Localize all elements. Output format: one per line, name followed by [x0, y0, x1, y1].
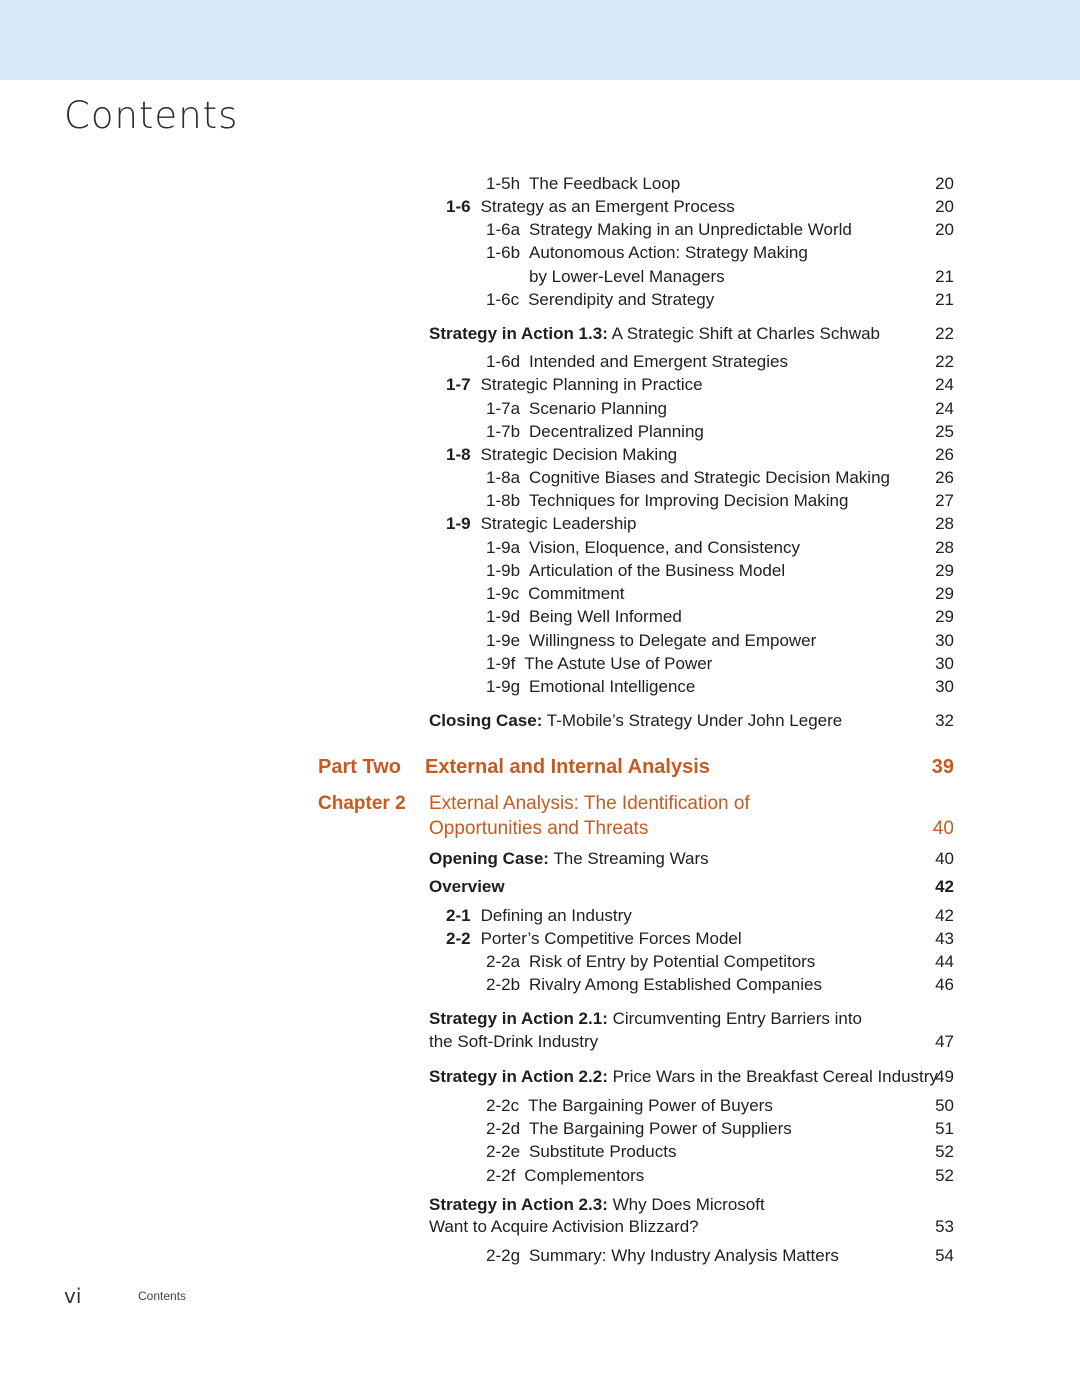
toc-entry	[0, 1094, 1080, 1118]
header-band	[0, 0, 1080, 80]
page-number: 24	[935, 399, 954, 418]
section-code: 1-6c	[486, 290, 520, 309]
feature-label: Strategy in Action 2.3:	[429, 1195, 608, 1214]
toc-overview-entry	[0, 875, 1080, 899]
toc-entry	[0, 195, 1080, 219]
toc-entry	[0, 241, 1080, 265]
toc-feature-continuation	[0, 1215, 1080, 1239]
page-number: 53	[935, 1217, 954, 1236]
section-code: 1-9c	[486, 584, 520, 603]
section-code: 1-5h	[486, 174, 521, 193]
entry-title: Strategy as an Emergent Process	[480, 197, 735, 216]
page-number: 30	[935, 677, 954, 696]
section-code: 2-2c	[486, 1096, 520, 1115]
section-code: 2-2d	[486, 1119, 521, 1138]
toc-feature-entry	[0, 847, 1080, 871]
part-title: External and Internal Analysis	[425, 756, 710, 778]
entry-title: Vision, Eloquence, and Consistency	[529, 538, 800, 557]
page-number: 47	[935, 1032, 954, 1051]
toc-entry	[0, 288, 1080, 312]
feature-label: Strategy in Action 2.2:	[429, 1067, 608, 1086]
entry-title: Circumventing Entry Barriers into	[612, 1009, 863, 1028]
section-code: 1-9a	[486, 538, 521, 557]
section-code: 1-8a	[486, 468, 521, 487]
page-number: 42	[935, 906, 954, 925]
page-number: 29	[935, 607, 954, 626]
feature-label: Strategy in Action 1.3:	[429, 324, 608, 343]
entry-title: Strategic Planning in Practice	[480, 375, 703, 394]
page-number: 51	[935, 1119, 954, 1138]
toc-entry	[0, 1164, 1080, 1188]
chapter-label: Chapter 2	[318, 793, 406, 814]
entry-title: The Feedback Loop	[529, 174, 681, 193]
entry-title: Serendipity and Strategy	[528, 290, 715, 309]
entry-title: Willingness to Delegate and Empower	[529, 631, 817, 650]
page-number: 21	[935, 290, 954, 309]
entry-title: Porter’s Competitive Forces Model	[480, 929, 742, 948]
toc-feature-entry	[0, 322, 1080, 346]
toc-entry-continuation	[0, 265, 1080, 289]
entry-title: Emotional Intelligence	[529, 677, 696, 696]
section-code: 2-2a	[486, 952, 521, 971]
section-code: 2-2e	[486, 1142, 521, 1161]
feature-label: Strategy in Action 2.1:	[429, 1009, 608, 1028]
entry-title: by Lower-Level Managers	[529, 267, 725, 286]
page-number: 27	[935, 491, 954, 510]
toc-entry	[0, 536, 1080, 560]
section-number: 2-1	[446, 906, 471, 925]
entry-title: Autonomous Action: Strategy Making	[529, 243, 808, 262]
toc-entry	[0, 466, 1080, 490]
running-head: Contents	[138, 1289, 187, 1303]
entry-title: Decentralized Planning	[529, 422, 704, 441]
toc-entry	[0, 629, 1080, 653]
feature-label: Closing Case:	[429, 711, 543, 730]
page-number: 28	[935, 514, 954, 533]
entry-title: Cognitive Biases and Strategic Decision Making	[529, 468, 890, 487]
toc-entry	[0, 582, 1080, 606]
entry-title: Price Wars in the Breakfast Cereal Industry	[612, 1067, 938, 1086]
page-number: 49	[935, 1067, 954, 1086]
section-code: 1-7a	[486, 399, 521, 418]
entry-title: The Astute Use of Power	[524, 654, 713, 673]
section-number: 1-7	[446, 375, 471, 394]
page-number: 52	[935, 1142, 954, 1161]
entry-title: Rivalry Among Established Companies	[529, 975, 822, 994]
entry-title: Scenario Planning	[529, 399, 668, 418]
entry-title: The Bargaining Power of Buyers	[528, 1096, 773, 1115]
chapter-title: External Analysis: The Identification of	[429, 793, 750, 814]
page-number: 50	[935, 1096, 954, 1115]
toc-feature-entry	[0, 1065, 1080, 1089]
section-number: 1-8	[446, 445, 471, 464]
toc-entry	[0, 1140, 1080, 1164]
toc-entry	[0, 927, 1080, 951]
entry-title: Intended and Emergent Strategies	[529, 352, 788, 371]
page-number: 30	[935, 654, 954, 673]
entry-title: Risk of Entry by Potential Competitors	[529, 952, 816, 971]
toc-entry	[0, 489, 1080, 513]
entry-title: T-Mobile’s Strategy Under John Legere	[546, 711, 843, 730]
toc-feature-entry	[0, 1193, 1080, 1217]
page-number: 24	[935, 375, 954, 394]
page-number: 43	[935, 929, 954, 948]
section-code: 1-6a	[486, 220, 521, 239]
toc-entry	[0, 172, 1080, 196]
section-code: 1-9e	[486, 631, 521, 650]
page-number: 32	[935, 711, 954, 730]
page-number: 30	[935, 631, 954, 650]
toc-entry	[0, 1117, 1080, 1141]
toc-entry	[0, 559, 1080, 583]
page-number: 20	[935, 197, 954, 216]
section-code: 2-2g	[486, 1246, 521, 1265]
page-number: 46	[935, 975, 954, 994]
section-number: 1-6	[446, 197, 471, 216]
toc-entry	[0, 675, 1080, 699]
part-heading	[0, 753, 1080, 781]
section-code: 1-9b	[486, 561, 521, 580]
entry-title: Strategy Making in an Unpredictable World	[529, 220, 852, 239]
entry-title: Complementors	[524, 1166, 645, 1185]
section-code: 1-9d	[486, 607, 521, 626]
section-code: 1-7b	[486, 422, 521, 441]
section-number: 2-2	[446, 929, 471, 948]
toc-entry	[0, 1244, 1080, 1268]
toc-entry	[0, 512, 1080, 536]
entry-title: Defining an Industry	[480, 906, 632, 925]
section-code: 1-9g	[486, 677, 521, 696]
toc-entry	[0, 397, 1080, 421]
toc-entry	[0, 218, 1080, 242]
toc-feature-entry	[0, 709, 1080, 733]
toc-entry	[0, 950, 1080, 974]
page-number: 29	[935, 561, 954, 580]
toc-entry	[0, 605, 1080, 629]
page-number: 26	[935, 468, 954, 487]
entry-title: The Streaming Wars	[553, 849, 709, 868]
chapter-heading-continuation	[0, 816, 1080, 841]
toc-feature-continuation	[0, 1030, 1080, 1054]
page-number: 44	[935, 952, 954, 971]
chapter-heading	[0, 791, 1080, 816]
page-number: 39	[931, 756, 954, 778]
entry-title: A Strategic Shift at Charles Schwab	[611, 324, 881, 343]
entry-title: the Soft-Drink Industry	[429, 1032, 599, 1051]
entry-title: Why Does Microsoft	[612, 1195, 765, 1214]
toc-entry	[0, 904, 1080, 928]
page-number: 54	[935, 1246, 954, 1265]
page-folio: vi	[64, 1284, 82, 1308]
toc-entry	[0, 652, 1080, 676]
entry-title: Substitute Products	[529, 1142, 677, 1161]
page-number: 25	[935, 422, 954, 441]
feature-label: Overview	[429, 877, 505, 896]
toc-feature-entry	[0, 1007, 1080, 1031]
page-number: 52	[935, 1166, 954, 1185]
page-number: 29	[935, 584, 954, 603]
page-title: Contents	[64, 94, 239, 137]
section-code: 1-8b	[486, 491, 521, 510]
section-number: 1-9	[446, 514, 471, 533]
entry-title: Summary: Why Industry Analysis Matters	[529, 1246, 839, 1265]
page-number: 20	[935, 174, 954, 193]
page-number: 28	[935, 538, 954, 557]
toc-entry	[0, 973, 1080, 997]
page-number: 20	[935, 220, 954, 239]
section-code: 1-6b	[486, 243, 521, 262]
toc-entry	[0, 420, 1080, 444]
entry-title: Strategic Leadership	[480, 514, 637, 533]
page-number: 22	[935, 352, 954, 371]
section-code: 2-2f	[486, 1166, 516, 1185]
entry-title: Techniques for Improving Decision Making	[529, 491, 849, 510]
feature-label: Opening Case:	[429, 849, 549, 868]
page-number: 42	[935, 877, 954, 896]
page-number: 26	[935, 445, 954, 464]
entry-title: Commitment	[528, 584, 625, 603]
page-number: 40	[935, 849, 954, 868]
entry-title: The Bargaining Power of Suppliers	[529, 1119, 792, 1138]
page-number: 40	[932, 818, 954, 839]
page-number: 21	[935, 267, 954, 286]
entry-title: Articulation of the Business Model	[529, 561, 786, 580]
chapter-title: Opportunities and Threats	[429, 818, 649, 839]
part-label: Part Two	[318, 756, 401, 778]
toc-entry	[0, 443, 1080, 467]
entry-title: Strategic Decision Making	[480, 445, 678, 464]
entry-title: Want to Acquire Activision Blizzard?	[429, 1217, 699, 1236]
toc-entry	[0, 373, 1080, 397]
section-code: 1-6d	[486, 352, 521, 371]
section-code: 2-2b	[486, 975, 521, 994]
section-code: 1-9f	[486, 654, 516, 673]
entry-title: Being Well Informed	[529, 607, 682, 626]
page-number: 22	[935, 324, 954, 343]
toc-entry	[0, 350, 1080, 374]
